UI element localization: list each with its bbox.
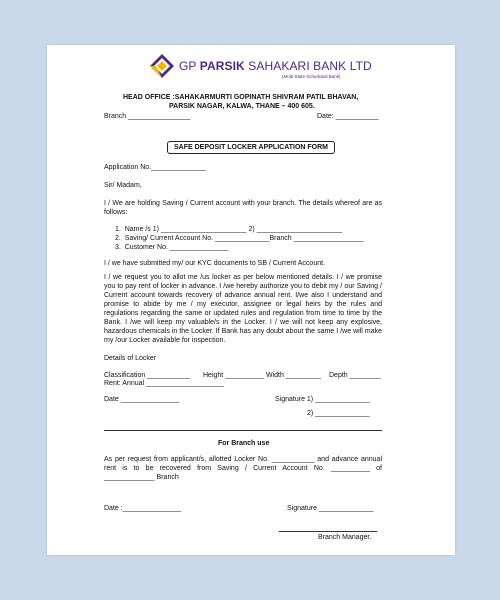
branch-field[interactable]: Branch ________________ [104, 113, 191, 120]
rent-field[interactable]: Rent: Annual ____________________ [104, 380, 224, 387]
request-paragraph: I / we request you to allot me /us locker as per below mentioned details. I / we promise you to pay rent of locker in advance. I /we hereby authorize you to debit my / our Saving / Current account towards recovery of advance annual rent. I/we also I understand and promise to abide by me / my executor, assignee or legal heirs by the rules and regulations regarding the same or updated rules and regulation from time to time by the Bank. I /we will keep my valuable/s in the Locker. I / we will not keep any explosive, hazardous chemicals in the Locker. If Bank has any doubt about the same I /we will make my /our Locker available for inspection. [104, 274, 382, 344]
classification-field[interactable]: Classification ___________ [104, 372, 191, 379]
head-office-line1: HEAD OFFICE :SAHAKARMURTI GOPINATH SHIVRAM PATIL BHAVAN, [123, 94, 359, 101]
head-office-line2: PARSIK NAGAR, KALWA, THANE – 400 605. [169, 103, 315, 110]
date-field[interactable]: Date: ___________ [317, 113, 379, 120]
form-title: SAFE DEPOSIT LOCKER APPLICATION FORM [167, 141, 335, 154]
height-field[interactable]: Height __________ [203, 372, 265, 379]
list-item-account[interactable]: 2. Saving/ Current Account No. ______________Branch __________________ [115, 235, 364, 242]
bank-tagline: (Multi-State Scheduled Bank) [282, 74, 341, 79]
list-item-name[interactable]: 1. Name /s 1) ______________________ 2) ______________________ [115, 226, 343, 233]
branch-manager-label: Branch Manager. [318, 534, 372, 541]
application-no-field[interactable]: Application No.______________ [104, 164, 206, 171]
list-item-customer[interactable]: 3. Customer No. _______________ [115, 244, 229, 251]
signature-1-field[interactable]: Signature 1) ______________ [275, 396, 370, 403]
branch-date-field[interactable]: Date :_______________ [104, 505, 182, 512]
branch-signature-field[interactable]: Signature ______________ [287, 505, 374, 512]
depth-field[interactable]: Depth ________ [329, 372, 381, 379]
section-divider [104, 430, 382, 431]
branch-use-paragraph: As per request from applicant/s, allotted Locker No. ___________ and advance annual rent is to be recovered from Saving / Current Account No. __________ of _____________ Branch [104, 456, 382, 481]
bank-logo-icon [149, 53, 175, 79]
details-heading: Details of Locker [104, 355, 157, 362]
intro-paragraph: I / We are holding Saving / Current account with your branch. The details whereof are as follows: [104, 200, 382, 216]
width-field[interactable]: Width _________ [266, 372, 321, 379]
date-applicant-field[interactable]: Date _______________ [104, 396, 180, 403]
signature-2-field[interactable]: 2) ______________ [307, 410, 370, 417]
form-page [47, 45, 455, 555]
manager-signature-line [279, 531, 377, 532]
kyc-statement: I / we have submitted my/ our KYC documents to SB / Current Account. [104, 260, 325, 267]
bank-name: GP PARSIK SAHAKARI BANK LTD [179, 59, 372, 73]
branch-use-heading: For Branch use [218, 440, 270, 447]
salutation: Sir/ Madam, [104, 182, 142, 189]
